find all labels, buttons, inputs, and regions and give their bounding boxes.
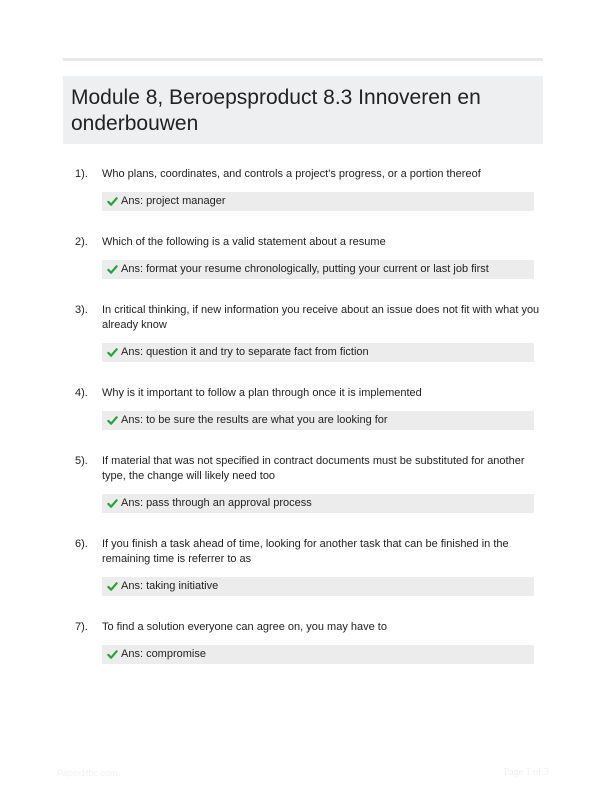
answer-text: Ans: pass through an approval process <box>121 497 312 509</box>
question-number: 2). <box>75 236 88 248</box>
answer-box <box>102 645 534 664</box>
question-text: If you finish a task ahead of time, looking for another task that can be finished in the remaining time is referrer to as <box>102 538 509 565</box>
question-list <box>63 160 543 660</box>
check-icon <box>107 581 118 592</box>
answer-box <box>102 260 534 279</box>
question-number: 1). <box>75 168 88 180</box>
check-icon <box>107 649 118 660</box>
page-number: Page 1 of 3 <box>503 767 549 778</box>
question-item <box>63 235 543 279</box>
question-number: 4). <box>75 387 88 399</box>
answer-box <box>102 577 534 596</box>
answer-text: Ans: project manager <box>121 195 226 207</box>
question-text: Who plans, coordinates, and controls a project's progress, or a portion thereof <box>102 168 481 180</box>
question-text: If material that was not specified in contract documents must be substituted for another type, the change will likely need too <box>102 455 525 482</box>
question-item <box>63 167 543 211</box>
footer-watermark: Paper1tbc.com <box>57 768 118 778</box>
answer-text: Ans: taking initiative <box>121 580 219 592</box>
question-text: Which of the following is a valid statement about a resume <box>102 236 386 248</box>
answer-text: Ans: compromise <box>121 648 206 660</box>
question-item <box>63 454 543 513</box>
answer-text: Ans: format your resume chronologically, putting your current or last job first <box>121 263 489 275</box>
answer-box <box>102 494 534 513</box>
question-number: 5). <box>75 455 88 467</box>
question-number: 6). <box>75 538 88 550</box>
check-icon <box>107 347 118 358</box>
question-item <box>63 386 543 430</box>
title-box <box>63 76 543 144</box>
question-number: 3). <box>75 304 88 316</box>
question-number: 7). <box>75 621 88 633</box>
question-text: To find a solution everyone can agree on, you may have to <box>102 621 387 633</box>
check-icon <box>107 196 118 207</box>
answer-text: Ans: question it and try to separate fact from fiction <box>121 346 369 358</box>
page-title: Module 8, Beroepsproduct 8.3 Innoveren en onderbouwen <box>71 86 481 135</box>
answer-box <box>102 192 534 211</box>
check-icon <box>107 415 118 426</box>
answer-box <box>102 343 534 362</box>
answer-text: Ans: to be sure the results are what you are looking for <box>121 414 388 426</box>
check-icon <box>107 498 118 509</box>
question-item <box>63 537 543 596</box>
question-item <box>63 620 543 664</box>
question-item <box>63 303 543 362</box>
answer-box <box>102 411 534 430</box>
check-icon <box>107 264 118 275</box>
question-text: Why is it important to follow a plan through once it is implemented <box>102 387 422 399</box>
question-text: In critical thinking, if new information you receive about an issue does not fit with what you already know <box>102 304 540 331</box>
top-rule <box>63 58 543 61</box>
